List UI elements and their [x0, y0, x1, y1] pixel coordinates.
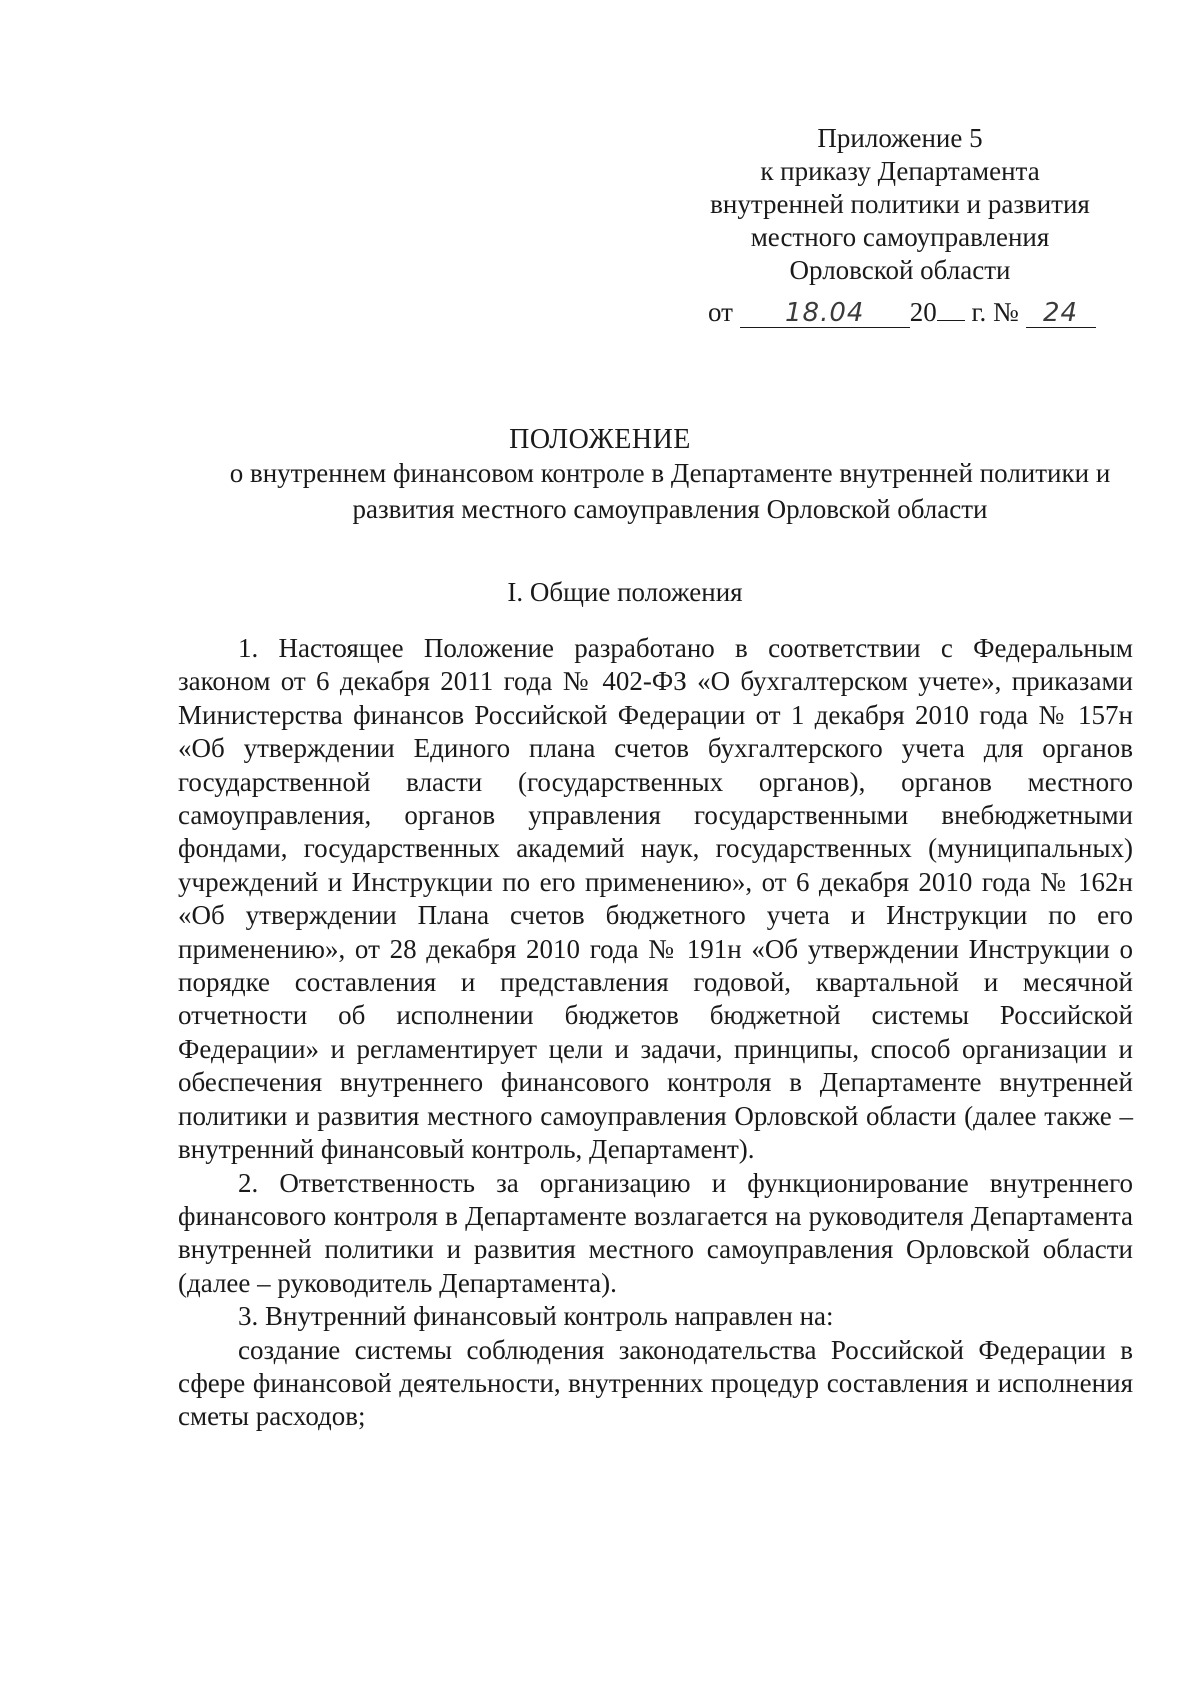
document-subtitle: о внутреннем финансовом контроле в Департаменте внутренней политики и развития местного самоуправления Орловской области [229, 458, 1111, 524]
appendix-line: местного самоуправления [750, 222, 1050, 252]
order-reference [708, 290, 1128, 329]
order-date-field [740, 297, 910, 328]
appendix-line: Орловской области [789, 255, 1011, 285]
order-prefix: от [708, 297, 733, 327]
paragraph: создание системы соблюдения законодательства Российской Федерации в сфере финансовой деятельности, внутренних процедур составления и исполнения сметы расходов; [178, 1334, 1133, 1432]
paragraph: 3. Внутренний финансовый контроль направлен на: [238, 1301, 834, 1332]
appendix-header [690, 122, 1110, 287]
handwritten-number: 24 [1042, 298, 1079, 328]
appendix-line: Приложение 5 [817, 123, 983, 153]
paragraph: 1. Настоящее Положение разработано в соответствии с Федеральным законом от 6 декабря 2011 года № 402-ФЗ «О бухгалтерском учете», приказами Министерства финансов Российской Федерации от 1 декабря 2010 года № 157н «Об утверждении Единого плана счетов бухгалтерского учета для органов государственной власти (государственных органов), органов местного самоуправления, органов управления государственными внебюджетными фондами, государственных академий наук, государственных (муниципальных) учреждений и Инструкции по его применению», от 6 декабря 2010 года № 162н «Об утверждении Плана счетов бюджетного учета и Инструкции по его применению», от 28 декабря 2010 года № 191н «Об утверждении Инструкции о порядке составления и представления годовой, квартальной и месячной отчетности об исполнении бюджетов бюджетной системы Российской Федерации» и регламентирует цели и задачи, принципы, способ организации и обеспечения внутреннего финансового контроля в Департаменте внутренней политики и развития местного самоуправления Орловской области (далее также – внутренний финансовый контроль, Департамент). [178, 633, 1133, 1165]
section-body [178, 632, 1133, 1434]
order-year-field [937, 290, 965, 321]
handwritten-date: 18.04 [784, 298, 865, 328]
appendix-line: к приказу Департамента [760, 156, 1040, 186]
paragraph: 2. Ответственность за организацию и функционирование внутреннего финансового контроля в Департаменте возлагается на руководителя Департамента внутренней политики и развития местного самоуправления Орловской области (далее – руководитель Департамента). [178, 1167, 1133, 1298]
order-number-field [1026, 297, 1096, 328]
section-heading: I. Общие положения [507, 577, 743, 607]
document-title: ПОЛОЖЕНИЕ [509, 424, 691, 455]
appendix-line: внутренней политики и развития [710, 189, 1090, 219]
order-number-label: г. № [971, 297, 1019, 327]
order-year-prefix: 20 [909, 297, 937, 327]
